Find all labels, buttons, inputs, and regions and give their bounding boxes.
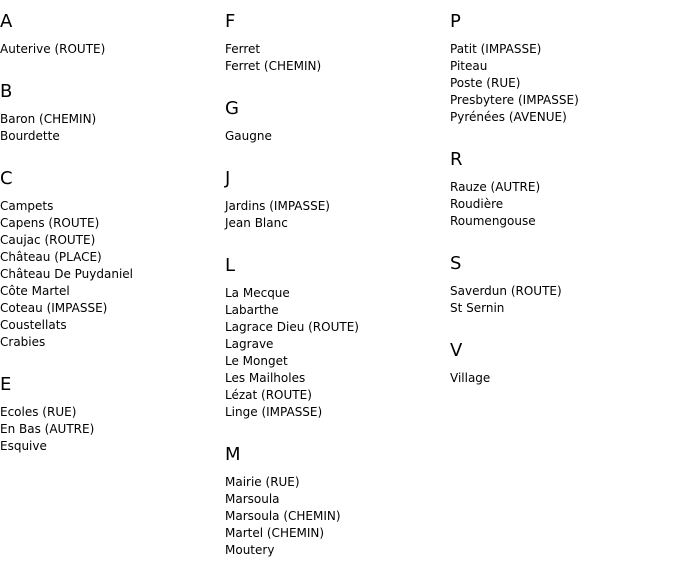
street-link[interactable]: Jardins (IMPASSE) [225,199,330,213]
letter-group [0,81,225,145]
letter-heading: P [450,11,461,32]
street-link[interactable]: Coteau (IMPASSE) [0,301,108,315]
street-list [450,179,675,230]
street-link[interactable]: Les Mailholes [225,371,306,385]
street-link[interactable]: Moutery [225,543,275,557]
street-link[interactable]: Marsoula (CHEMIN) [225,509,341,523]
letter-group [0,374,225,455]
street-link[interactable]: Linge (IMPASSE) [225,405,323,419]
street-link[interactable]: Baron (CHEMIN) [0,112,97,126]
letter-group [225,98,450,145]
letter-group [0,11,225,58]
street-link[interactable]: St Sernin [450,301,505,315]
street-link[interactable]: Coustellats [0,318,67,332]
street-list [450,283,675,317]
letter-heading: G [225,98,239,119]
street-link[interactable]: Lézat (ROUTE) [225,388,312,402]
letter-heading: R [450,149,463,170]
street-list [0,111,225,145]
street-link[interactable]: Piteau [450,59,488,73]
street-link[interactable]: Gaugne [225,129,272,143]
index-column [450,0,675,387]
street-list [450,370,675,387]
letter-group [0,168,225,351]
index-column [0,0,225,455]
letter-heading: C [0,168,13,189]
letter-heading: F [225,11,236,32]
street-list [0,404,225,455]
street-list [0,41,225,58]
street-link[interactable]: Caujac (ROUTE) [0,233,96,247]
street-link[interactable]: Crabies [0,335,46,349]
letter-heading: S [450,253,462,274]
letter-group [450,149,675,230]
letter-group [225,444,450,559]
letter-heading: M [225,444,241,465]
street-link[interactable]: Pyrénées (AVENUE) [450,110,567,124]
street-link[interactable]: Poste (RUE) [450,76,521,90]
letter-group [225,11,450,75]
letter-group [450,340,675,387]
street-link[interactable]: Roudière [450,197,504,211]
street-list [225,128,450,145]
street-list [450,41,675,126]
street-link[interactable]: Côte Martel [0,284,70,298]
letter-heading: L [225,255,236,276]
letter-group [450,253,675,317]
letter-group [450,11,675,126]
street-link[interactable]: Campets [0,199,54,213]
letter-heading: E [0,374,12,395]
street-link[interactable]: Ecoles (RUE) [0,405,77,419]
street-link[interactable]: Esquive [0,439,47,453]
street-link[interactable]: Le Monget [225,354,288,368]
street-link[interactable]: Labarthe [225,303,279,317]
street-link[interactable]: Presbytere (IMPASSE) [450,93,579,107]
street-link[interactable]: Mairie (RUE) [225,475,300,489]
street-link[interactable]: En Bas (AUTRE) [0,422,95,436]
street-link[interactable]: Village [450,371,491,385]
letter-heading: J [225,168,231,189]
street-link[interactable]: Château (PLACE) [0,250,102,264]
street-link[interactable]: Bourdette [0,129,60,143]
street-link[interactable]: Auterive (ROUTE) [0,42,106,56]
index-column [225,0,450,559]
street-link[interactable]: Jean Blanc [225,216,288,230]
street-link[interactable]: Saverdun (ROUTE) [450,284,562,298]
street-list [225,41,450,75]
street-list [0,198,225,351]
street-link[interactable]: Roumengouse [450,214,536,228]
street-list [225,198,450,232]
street-list [225,474,450,559]
street-link[interactable]: Marsoula [225,492,280,506]
street-link[interactable]: Ferret [225,42,261,56]
street-link[interactable]: Capens (ROUTE) [0,216,100,230]
letter-heading: A [0,11,13,32]
letter-group [225,168,450,232]
street-link[interactable]: Martel (CHEMIN) [225,526,325,540]
street-link[interactable]: Lagrace Dieu (ROUTE) [225,320,359,334]
street-link[interactable]: Lagrave [225,337,274,351]
street-link[interactable]: Rauze (AUTRE) [450,180,541,194]
street-link[interactable]: La Mecque [225,286,290,300]
street-list [225,285,450,421]
letter-heading: B [0,81,13,102]
street-link[interactable]: Patit (IMPASSE) [450,42,542,56]
letter-heading: V [450,340,463,361]
street-link[interactable]: Ferret (CHEMIN) [225,59,322,73]
letter-group [225,255,450,421]
street-link[interactable]: Château De Puydaniel [0,267,133,281]
